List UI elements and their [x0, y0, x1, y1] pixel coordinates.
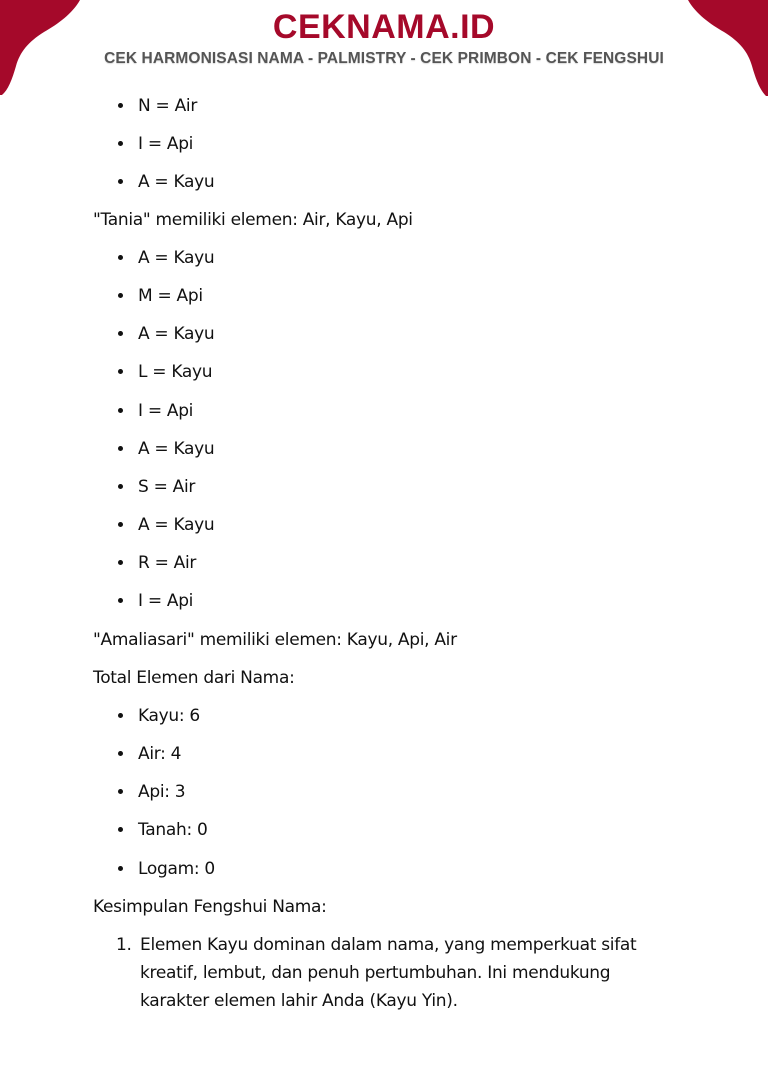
bullet-icon — [118, 560, 123, 565]
total-item-tanah: Tanah: 0 — [118, 818, 208, 842]
bullet-icon — [118, 331, 123, 336]
list-item: N = Air — [118, 94, 197, 118]
bullet-icon — [118, 446, 123, 451]
list-item: R = Air — [118, 551, 196, 575]
bullet-icon — [118, 255, 123, 260]
conclusion-item — [116, 931, 676, 1015]
total-item-api: Api: 3 — [118, 780, 185, 804]
list-item: A = Kayu — [118, 437, 214, 461]
conclusion-list — [116, 931, 676, 1015]
bullet-icon — [118, 484, 123, 489]
bullet-icon — [118, 827, 123, 832]
bullet-icon — [118, 408, 123, 413]
bullet-icon — [118, 103, 123, 108]
bullet-icon — [118, 866, 123, 871]
bullet-icon — [118, 751, 123, 756]
list-number: 1. — [116, 935, 132, 955]
total-item-air: Air: 4 — [118, 742, 181, 766]
list-item: A = Kayu — [118, 246, 214, 270]
total-item-logam: Logam: 0 — [118, 857, 215, 881]
brand-title: CEKNAMA.ID — [272, 8, 496, 46]
bullet-icon — [118, 293, 123, 298]
list-item: A = Kayu — [118, 322, 214, 346]
bullet-icon — [118, 713, 123, 718]
total-heading: Total Elemen dari Nama: — [93, 668, 295, 688]
bullet-icon — [118, 522, 123, 527]
brand-subtitle: CEK HARMONISASI NAMA - PALMISTRY - CEK PRIMBON - CEK FENGSHUI — [104, 50, 664, 67]
list-item: S = Air — [118, 475, 195, 499]
list-item: I = Api — [118, 132, 193, 156]
total-item-kayu: Kayu: 6 — [118, 704, 200, 728]
list-item: I = Api — [118, 589, 193, 613]
conclusion-heading: Kesimpulan Fengshui Nama: — [93, 897, 327, 917]
conclusion-text: Elemen Kayu dominan dalam nama, yang memperkuat sifat kreatif, lembut, dan penuh pertumbuhan. Ini mendukung karakter elemen lahir Anda (Kayu Yin). — [140, 935, 637, 1011]
list-item: A = Kayu — [118, 513, 214, 537]
list-item: M = Api — [118, 284, 203, 308]
bullet-icon — [118, 598, 123, 603]
bullet-icon — [118, 179, 123, 184]
list-item: L = Kayu — [118, 360, 212, 384]
amaliasari-summary: "Amaliasari" memiliki elemen: Kayu, Api, Air — [93, 630, 457, 650]
list-item: I = Api — [118, 399, 193, 423]
bullet-icon — [118, 789, 123, 794]
bullet-icon — [118, 141, 123, 146]
bullet-icon — [118, 369, 123, 374]
tania-summary: "Tania" memiliki elemen: Air, Kayu, Api — [93, 210, 413, 230]
list-item: A = Kayu — [118, 170, 214, 194]
